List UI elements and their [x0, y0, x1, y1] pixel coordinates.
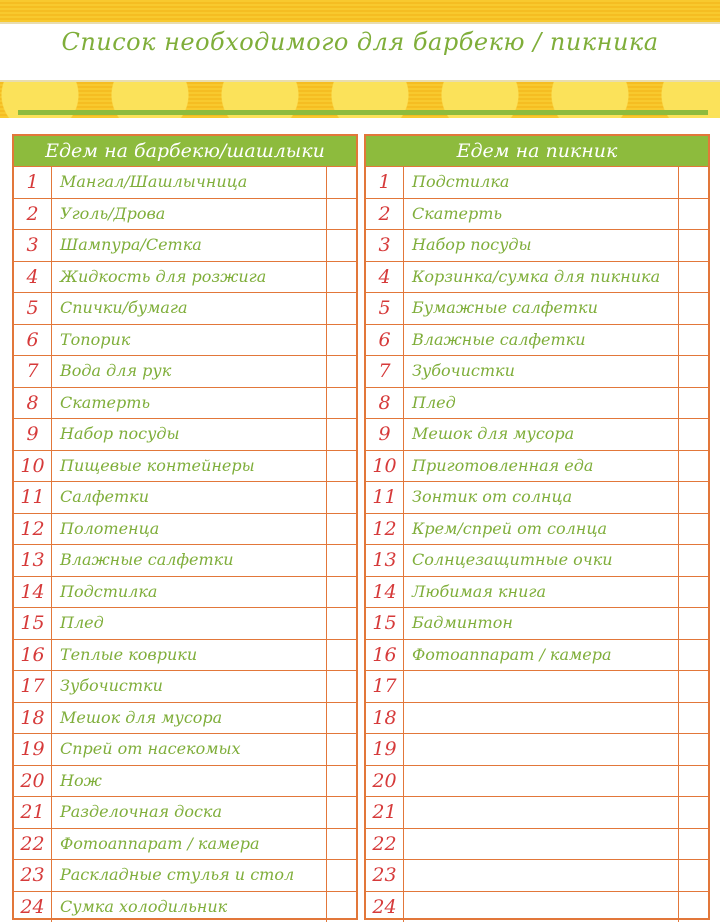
checklist-row [14, 639, 356, 671]
page-title: Список необходимого для барбекю / пикника [61, 28, 659, 56]
item-label: Плед [60, 613, 104, 632]
item-label: Раскладные стулья и стол [60, 865, 295, 884]
item-label: Корзинка/сумка для пикника [412, 266, 661, 286]
checklist-row [14, 450, 356, 482]
item-label: Приготовленная еда [412, 455, 594, 475]
item-number: 17 [14, 671, 52, 702]
item-checkbox[interactable] [678, 703, 708, 734]
checklist-row [366, 513, 708, 545]
item-checkbox[interactable] [678, 545, 708, 576]
item-checkbox[interactable] [678, 829, 708, 860]
checklist-row [14, 418, 356, 450]
item-label: Мешок для мусора [412, 424, 575, 443]
item-number: 14 [366, 577, 404, 608]
item-checkbox[interactable] [678, 293, 708, 324]
item-checkbox[interactable] [678, 167, 708, 198]
checklist-row [14, 292, 356, 324]
item-checkbox[interactable] [678, 766, 708, 797]
checklist-row [14, 481, 356, 513]
item-label: Вода для рук [60, 361, 172, 380]
item-checkbox[interactable] [326, 860, 356, 891]
checklist-row [14, 859, 356, 891]
item-checkbox[interactable] [678, 230, 708, 261]
item-checkbox[interactable] [326, 671, 356, 702]
checklist-row [366, 198, 708, 230]
checklist-row [366, 261, 708, 293]
item-checkbox[interactable] [326, 325, 356, 356]
item-number: 2 [14, 199, 52, 230]
checklist-row [14, 607, 356, 639]
item-label: Подстилка [60, 581, 158, 601]
item-number: 4 [366, 262, 404, 293]
item-checkbox[interactable] [326, 419, 356, 450]
item-checkbox[interactable] [326, 608, 356, 639]
checklist-row [366, 481, 708, 513]
item-checkbox[interactable] [678, 356, 708, 387]
checklist-row [14, 261, 356, 293]
item-label: Зубочистки [412, 361, 515, 380]
item-number: 14 [14, 577, 52, 608]
banner-top-stripe [18, 0, 708, 22]
checklist-row [366, 859, 708, 891]
checklist-row [366, 324, 708, 356]
item-checkbox[interactable] [326, 545, 356, 576]
item-number: 18 [366, 703, 404, 734]
item-checkbox[interactable] [326, 829, 356, 860]
item-number: 9 [14, 419, 52, 450]
item-number: 15 [366, 608, 404, 639]
checklist-row [14, 513, 356, 545]
item-label: Скатерть [412, 203, 503, 223]
item-number: 3 [366, 230, 404, 261]
item-number: 11 [14, 482, 52, 513]
banner-divider [18, 110, 708, 115]
checklist-row [366, 670, 708, 702]
item-label: Солнцезащитные очки [412, 550, 613, 569]
item-label: Зубочистки [60, 676, 163, 695]
checklist-row [14, 796, 356, 828]
item-number: 23 [14, 860, 52, 891]
checklist-row [366, 166, 708, 198]
checklist-row [366, 229, 708, 261]
item-checkbox[interactable] [326, 892, 356, 923]
item-checkbox[interactable] [678, 451, 708, 482]
item-checkbox[interactable] [326, 167, 356, 198]
item-label: Набор посуды [412, 235, 532, 254]
item-number: 11 [366, 482, 404, 513]
item-checkbox[interactable] [678, 734, 708, 765]
item-label: Полотенца [60, 518, 160, 538]
item-checkbox[interactable] [678, 388, 708, 419]
item-checkbox[interactable] [678, 860, 708, 891]
checklist-row [14, 229, 356, 261]
item-label: Бумажные салфетки [412, 298, 598, 317]
item-label: Топорик [60, 329, 131, 349]
item-checkbox[interactable] [326, 451, 356, 482]
item-checkbox[interactable] [678, 577, 708, 608]
item-number: 5 [14, 293, 52, 324]
bbq-column [12, 134, 358, 920]
item-label: Салфетки [60, 487, 149, 506]
item-checkbox[interactable] [326, 388, 356, 419]
checklist-row [366, 355, 708, 387]
item-checkbox[interactable] [326, 356, 356, 387]
item-number: 8 [14, 388, 52, 419]
item-checkbox[interactable] [326, 482, 356, 513]
item-number: 20 [14, 766, 52, 797]
item-number: 13 [14, 545, 52, 576]
item-label: Набор посуды [60, 424, 180, 443]
item-label: Фотоаппарат / камера [412, 644, 612, 664]
item-number: 7 [14, 356, 52, 387]
checklist-row [14, 198, 356, 230]
item-label: Любимая книга [412, 581, 547, 601]
item-number: 20 [366, 766, 404, 797]
bbq-column-header: Едем на барбекю/шашлыки [14, 136, 356, 166]
picnic-column-header: Едем на пикник [366, 136, 708, 166]
item-checkbox[interactable] [678, 325, 708, 356]
item-label: Мангал/Шашлычница [60, 172, 248, 191]
item-checkbox[interactable] [326, 577, 356, 608]
item-number: 10 [14, 451, 52, 482]
checklist-row [14, 166, 356, 198]
checklist-row [366, 544, 708, 576]
checklist-row [14, 544, 356, 576]
checklist-row [14, 670, 356, 702]
item-label: Сумка холодильник [60, 896, 228, 916]
item-label: Жидкость для розжига [60, 266, 267, 286]
checklist-row [14, 324, 356, 356]
item-label: Теплые коврики [60, 644, 198, 664]
item-checkbox[interactable] [326, 262, 356, 293]
item-number: 1 [14, 167, 52, 198]
item-number: 16 [14, 640, 52, 671]
item-label: Нож [60, 770, 102, 790]
item-number: 13 [366, 545, 404, 576]
item-number: 6 [366, 325, 404, 356]
checklist-row [14, 828, 356, 860]
checklist-row [14, 702, 356, 734]
checklist-row [366, 639, 708, 671]
checklist-row [14, 576, 356, 608]
item-number: 4 [14, 262, 52, 293]
item-label: Бадминтон [412, 613, 513, 632]
checklist-row [366, 796, 708, 828]
item-number: 5 [366, 293, 404, 324]
item-number: 2 [366, 199, 404, 230]
item-number: 21 [14, 797, 52, 828]
item-number: 22 [366, 829, 404, 860]
item-checkbox[interactable] [326, 703, 356, 734]
item-number: 9 [366, 419, 404, 450]
checklist-row [366, 418, 708, 450]
checklist-row [14, 387, 356, 419]
item-number: 21 [366, 797, 404, 828]
item-checkbox[interactable] [326, 199, 356, 230]
checklist-row [366, 765, 708, 797]
item-checkbox[interactable] [678, 262, 708, 293]
item-label: Шампура/Сетка [60, 235, 202, 254]
item-number: 10 [366, 451, 404, 482]
item-label: Влажные салфетки [412, 329, 586, 349]
item-checkbox[interactable] [678, 199, 708, 230]
item-checkbox[interactable] [678, 671, 708, 702]
item-checkbox[interactable] [326, 514, 356, 545]
item-checkbox[interactable] [326, 640, 356, 671]
item-checkbox[interactable] [678, 514, 708, 545]
checklist-row [366, 828, 708, 860]
item-label: Фотоаппарат / камера [60, 833, 260, 853]
checklist-row [366, 387, 708, 419]
item-checkbox[interactable] [678, 608, 708, 639]
item-label: Крем/спрей от солнца [412, 518, 608, 538]
item-label: Скатерть [60, 392, 151, 412]
item-label: Мешок для мусора [60, 707, 223, 727]
item-number: 7 [366, 356, 404, 387]
item-number: 15 [14, 608, 52, 639]
checklist-row [366, 607, 708, 639]
checklist-row [14, 765, 356, 797]
item-checkbox[interactable] [326, 734, 356, 765]
item-number: 19 [366, 734, 404, 765]
checklist-row [366, 702, 708, 734]
checklist-row [366, 891, 708, 923]
item-label: Спички/бумага [60, 298, 188, 317]
item-number: 6 [14, 325, 52, 356]
checklist-sheet [12, 134, 712, 920]
item-label: Влажные салфетки [60, 550, 234, 569]
item-label: Разделочная доска [60, 802, 222, 821]
item-checkbox[interactable] [326, 230, 356, 261]
item-number: 18 [14, 703, 52, 734]
checklist-row [14, 891, 356, 923]
item-checkbox[interactable] [326, 797, 356, 828]
checklist-row [14, 733, 356, 765]
item-label: Пищевые контейнеры [60, 455, 255, 475]
item-number: 1 [366, 167, 404, 198]
item-checkbox[interactable] [678, 482, 708, 513]
item-number: 23 [366, 860, 404, 891]
item-checkbox[interactable] [678, 419, 708, 450]
checklist-row [366, 733, 708, 765]
item-label: Спрей от насекомых [60, 739, 241, 758]
item-checkbox[interactable] [678, 640, 708, 671]
checklist-row [14, 355, 356, 387]
checklist-row [366, 576, 708, 608]
item-number: 24 [366, 892, 404, 923]
item-number: 19 [14, 734, 52, 765]
item-label: Подстилка [412, 172, 510, 191]
picnic-column [364, 134, 710, 920]
banner [0, 0, 720, 118]
item-number: 16 [366, 640, 404, 671]
item-checkbox[interactable] [678, 797, 708, 828]
item-label: Плед [412, 392, 456, 412]
item-number: 12 [14, 514, 52, 545]
item-label: Уголь/Дрова [60, 203, 166, 223]
checklist-row [366, 292, 708, 324]
item-label: Зонтик от солнца [412, 487, 573, 506]
item-checkbox[interactable] [326, 293, 356, 324]
item-number: 12 [366, 514, 404, 545]
item-number: 8 [366, 388, 404, 419]
item-checkbox[interactable] [678, 892, 708, 923]
item-number: 17 [366, 671, 404, 702]
item-number: 24 [14, 892, 52, 923]
item-checkbox[interactable] [326, 766, 356, 797]
checklist-row [366, 450, 708, 482]
item-number: 22 [14, 829, 52, 860]
item-number: 3 [14, 230, 52, 261]
